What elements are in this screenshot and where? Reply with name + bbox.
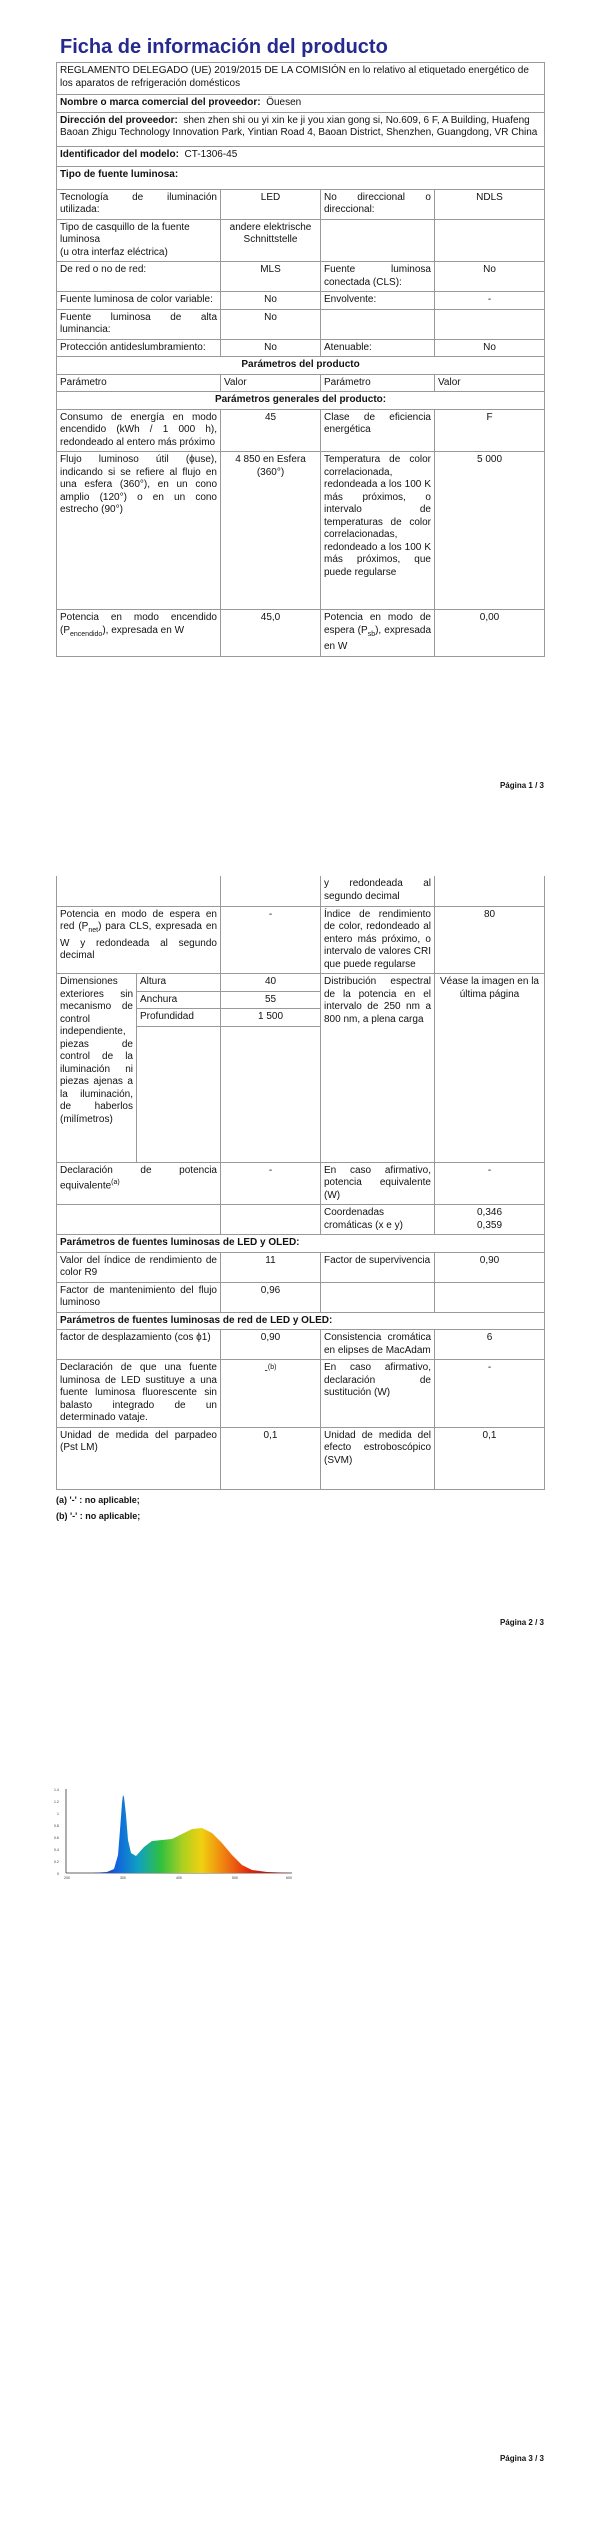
row-label: Atenuable: (321, 339, 435, 357)
row-value: 45,0 (221, 610, 321, 657)
row-label: Coordenadas cromáticas (x e y) (321, 1205, 435, 1235)
info-table-page-2 (56, 876, 545, 1490)
led-oled-header: Parámetros de fuentes luminosas de LED y OLED: (57, 1235, 545, 1253)
table-row (57, 1252, 545, 1282)
supplier-name: Öuesen (266, 97, 302, 108)
label-part: ) para CLS, expresada en W y redondeada al segundo decimal (60, 921, 218, 961)
page-2-frame (56, 876, 544, 1524)
row-value: 45 (221, 409, 321, 452)
col-header-param: Parámetro (57, 374, 221, 392)
row-value: Véase la imagen en la última página (435, 974, 545, 1163)
footnote-tag: (a) (56, 1494, 67, 1505)
x-tick: 500 (232, 1876, 238, 1880)
row-label: factor de desplazamiento (cos ϕ1) (57, 1330, 221, 1360)
supplier-name-row (57, 95, 545, 113)
row-label: Consistencia cromática en elipses de MacAdam (321, 1330, 435, 1360)
row-value: 0,1 (435, 1427, 545, 1489)
row-value: 0,90 (435, 1252, 545, 1282)
row-value: 0,96 (221, 1282, 321, 1312)
row-label: Temperatura de color correlacionada, redondeada a los 100 K más próximos, o intervalo de temperaturas de color correlacionadas, redondeado a los 100 K más próximos, que puede regularse (321, 452, 435, 610)
table-row (57, 1282, 545, 1312)
label-part: Potencia en modo de espera en red (P (60, 908, 217, 932)
row-label: De red o no de red: (57, 262, 221, 292)
regulation-text: REGLAMENTO DELEGADO (UE) 2019/2015 DE LA COMISIÓN en lo relativo al etiquetado energético de los aparatos de refrigeración domésticos (57, 63, 545, 95)
row-value: - (221, 1162, 321, 1205)
row-label: Unidad de medida del parpadeo (Pst LM) (57, 1427, 221, 1489)
dimensions-label: Dimensiones exteriores sin mecanismo de control independiente, piezas de control de la iluminación ni piezas ajenas a la iluminación, de haberlos (milímetros) (57, 974, 137, 1163)
row-label (321, 610, 435, 657)
row-label: Flujo luminoso útil (ϕuse), indicando si se refiere al flujo en una esfera (360°), en un cono amplio (120°) o en un cono estrecho (90°) (57, 452, 221, 610)
label-subscript: sb (367, 630, 376, 638)
row-value: andere elektrische Schnittstelle (221, 219, 321, 262)
table-row (57, 262, 545, 292)
row-label: Clase de eficiencia energética (321, 409, 435, 452)
row-value: 0,00 (435, 610, 545, 657)
row-value-empty (435, 1282, 545, 1312)
mains-led-header: Parámetros de fuentes luminosas de red de LED y OLED: (57, 1312, 545, 1330)
table-row (57, 1330, 545, 1360)
table-row (57, 974, 545, 992)
row-label: Protección antideslumbramiento: (57, 339, 221, 357)
label-subscript: encendido (70, 630, 103, 638)
row-value: - (435, 1360, 545, 1428)
table-row (57, 219, 545, 262)
model-identifier: CT-1306-45 (184, 148, 238, 160)
row-label-continued: y redondeada al segundo decimal (321, 876, 435, 906)
row-label-empty (321, 1282, 435, 1312)
row-value: No (435, 262, 545, 292)
row-value: - (435, 292, 545, 310)
footnote-tag: (b) (56, 1510, 68, 1521)
footnote-ref: (a) (111, 1179, 120, 1186)
table-row (57, 1360, 545, 1428)
y-tick: 0.8 (54, 1824, 59, 1828)
row-value: LED (221, 189, 321, 219)
row-label: Consumo de energía en modo encendido (kWh / 1 000 h), redondeado al entero más próximo (57, 409, 221, 452)
row-value-empty (435, 219, 545, 262)
product-params-header: Parámetros del producto (57, 357, 545, 375)
row-label: Unidad de medida del efecto estroboscópico (SVM) (321, 1427, 435, 1489)
row-value: No (221, 292, 321, 310)
row-label: Fuente luminosa de color variable: (57, 292, 221, 310)
light-source-type-heading: Tipo de fuente luminosa: (57, 167, 545, 190)
row-value: No (221, 309, 321, 339)
row-label (57, 1162, 221, 1205)
row-label: Declaración de que una fuente luminosa de LED sustituye a una fuente luminosa fluorescente sin balasto integrado de un determinado vataje. (57, 1360, 221, 1428)
row-label (57, 610, 221, 657)
row-value: - (221, 906, 321, 974)
col-header-param: Parámetro (321, 374, 435, 392)
dimension-name: Profundidad (137, 1009, 221, 1027)
y-tick: 1 (57, 1812, 59, 1816)
spectrum-image (52, 1785, 312, 1881)
row-value: 5 000 (435, 452, 545, 610)
cap-type-note: (u otra interfaz eléctrica) (60, 246, 168, 258)
row-label (57, 906, 221, 974)
table-row (57, 610, 545, 657)
label-part: ), expresada en W (102, 624, 185, 636)
row-value: 4 850 en Esfera (360°) (221, 452, 321, 610)
chroma-y: 0,359 (476, 1219, 503, 1231)
col-header-value: Valor (435, 374, 545, 392)
row-label-empty (321, 309, 435, 339)
dimension-name-empty (137, 1026, 221, 1162)
table-row (57, 1427, 545, 1489)
table-row (57, 189, 545, 219)
row-label: En caso afirmativo, potencia equivalente (W) (321, 1162, 435, 1205)
table-row (57, 906, 545, 974)
x-tick: 400 (176, 1876, 182, 1880)
row-label: Índice de rendimiento de color, redondeado al entero más próximo, o intervalo de valores CRI que puede regularse (321, 906, 435, 974)
label-part: Potencia en modo encendido (P (60, 612, 217, 636)
row-label: Valor del índice de rendimiento de color R9 (57, 1252, 221, 1282)
row-label: Fuente luminosa conectada (CLS): (321, 262, 435, 292)
label-part: Declaración de potencia equivalente (60, 1164, 217, 1192)
y-tick: 0.4 (54, 1848, 59, 1852)
supplier-address-row (57, 112, 545, 146)
row-value-empty (435, 309, 545, 339)
row-label (57, 219, 221, 262)
row-label: Factor de mantenimiento del flujo luminoso (57, 1282, 221, 1312)
label-part: Potencia en modo de espera (P (324, 612, 431, 636)
dimension-name: Anchura (137, 991, 221, 1009)
row-label: Tecnología de iluminación utilizada: (57, 189, 221, 219)
footnotes (56, 1492, 544, 1524)
table-row (57, 409, 545, 452)
y-tick: 0.2 (54, 1860, 59, 1864)
row-label: Factor de supervivencia (321, 1252, 435, 1282)
row-value: 11 (221, 1252, 321, 1282)
table-row (57, 309, 545, 339)
dimension-value-empty (221, 1026, 321, 1162)
page-number-3: Página 3 / 3 (499, 2454, 544, 2463)
row-value: - (435, 1162, 545, 1205)
table-row (57, 292, 545, 310)
row-value-empty (221, 876, 321, 906)
col-header-value: Valor (221, 374, 321, 392)
table-row (57, 1162, 545, 1205)
dimension-value: 40 (221, 974, 321, 992)
footnote-b (56, 1508, 544, 1524)
row-label: En caso afirmativo, declaración de sustitución (W) (321, 1360, 435, 1428)
dimension-value: 55 (221, 991, 321, 1009)
row-value-empty (435, 876, 545, 906)
table-row (57, 876, 545, 906)
y-tick: 1.2 (54, 1800, 59, 1804)
row-value: 0,1 (221, 1427, 321, 1489)
label-subscript: net (88, 927, 99, 934)
y-tick: 0 (57, 1872, 59, 1876)
footnote-text: '-' : no aplicable; (69, 1494, 140, 1505)
dimension-name: Altura (137, 974, 221, 992)
footnote-a (56, 1492, 544, 1508)
row-label: Envolvente: (321, 292, 435, 310)
row-label: No direccional o direccional: (321, 189, 435, 219)
footnote-text: '-' : no aplicable; (70, 1510, 141, 1521)
general-params-header: Parámetros generales del producto: (57, 392, 545, 410)
row-value (435, 1205, 545, 1235)
row-value-empty (221, 1205, 321, 1235)
table-row (57, 1205, 545, 1235)
y-tick: 0.6 (54, 1836, 59, 1840)
row-value: No (221, 339, 321, 357)
row-value: 80 (435, 906, 545, 974)
row-label: Fuente luminosa de alta luminancia: (57, 309, 221, 339)
dimension-value: 1 500 (221, 1009, 321, 1027)
label-part: ), expresada en W (324, 624, 431, 652)
document-title: Ficha de información del producto (60, 36, 388, 58)
row-value: No (435, 339, 545, 357)
supplier-name-label: Nombre o marca comercial del proveedor: (60, 97, 261, 108)
value-part: - (264, 1365, 268, 1377)
cap-type-label: Tipo de casquillo de la fuente luminosa (60, 221, 190, 245)
table-row (57, 452, 545, 610)
chroma-x: 0,346 (476, 1207, 503, 1218)
page-1-frame (56, 34, 544, 657)
page-number-2: Página 2 / 3 (499, 1618, 544, 1627)
x-tick: 200 (64, 1876, 70, 1880)
row-value: F (435, 409, 545, 452)
row-value: 0,90 (221, 1330, 321, 1360)
row-value: NDLS (435, 189, 545, 219)
spectrum-curve (66, 1795, 292, 1873)
table-row (57, 339, 545, 357)
row-value: 6 (435, 1330, 545, 1360)
x-tick: 600 (286, 1876, 292, 1880)
info-table-page-1 (56, 62, 545, 657)
row-value: MLS (221, 262, 321, 292)
page-number-1: Página 1 / 3 (499, 781, 544, 790)
row-value (221, 1360, 321, 1428)
x-tick: 300 (120, 1876, 126, 1880)
row-label-empty (57, 876, 221, 906)
row-label-empty (57, 1205, 221, 1235)
supplier-address-label: Dirección del proveedor: (60, 114, 178, 126)
row-label: Distribución espectral de la potencia en el intervalo de 250 nm a 800 nm, a plena carga (321, 974, 435, 1163)
supplier-address: shen zhen shi ou yi xin ke ji you xian gong si, No.609, 6 F, A Building, Huafeng Baoan Zhigu Technology Innovation Park, Yintian Road 4, Baoan District, Shenzhen, Guangdong, VR China (60, 114, 538, 138)
model-label: Identificador del modelo: (60, 148, 179, 160)
y-tick: 1.4 (54, 1788, 59, 1792)
model-row (57, 146, 545, 167)
footnote-ref: (b) (267, 1364, 277, 1371)
row-label-empty (321, 219, 435, 262)
